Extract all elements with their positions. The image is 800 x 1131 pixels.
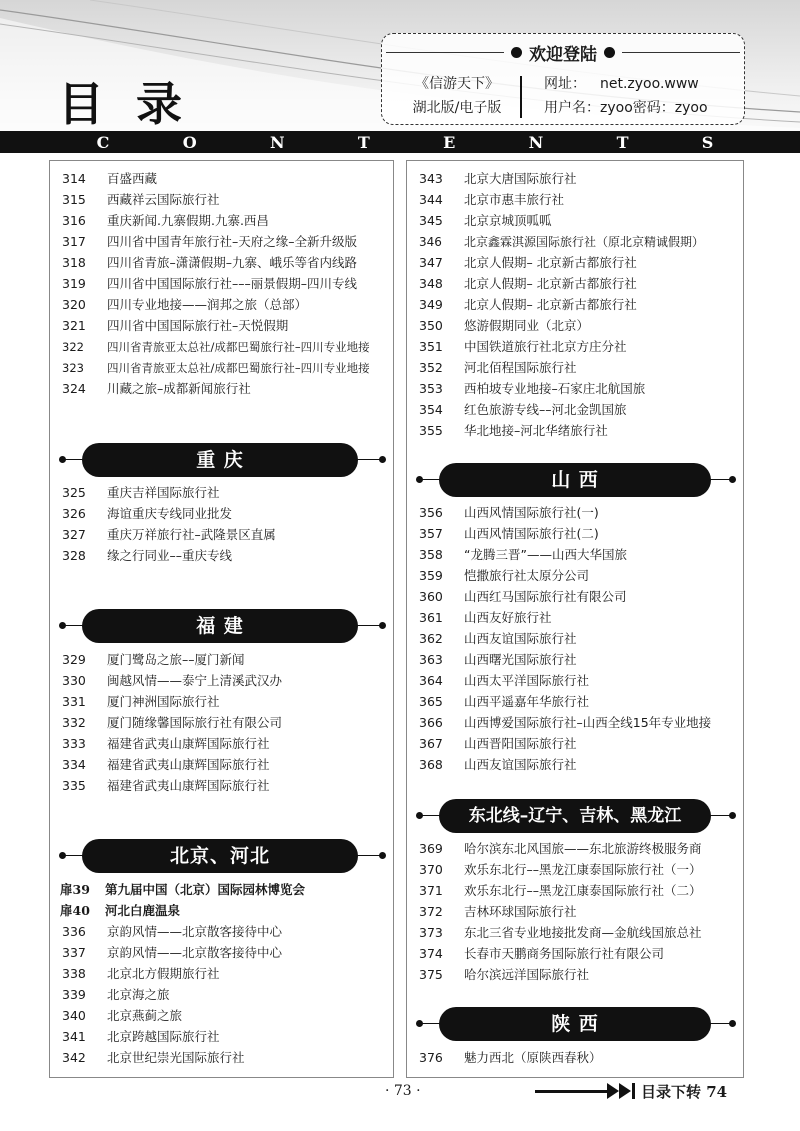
login-title-row (382, 40, 744, 65)
toc-entry[interactable]: 327 重庆万祥旅行社–武隆景区直属 (62, 527, 276, 542)
section-title: 陕 西 (439, 1007, 711, 1041)
toc-column-right (406, 160, 744, 1078)
toc-entry[interactable]: 315 西藏祥云国际旅行社 (62, 192, 220, 207)
toc-entry[interactable]: 363 山西曙光国际旅行社 (419, 652, 577, 667)
page-header (0, 0, 800, 160)
section-banner-fujian (50, 609, 395, 643)
toc-entry[interactable]: 344 北京市惠丰旅行社 (419, 192, 565, 207)
toc-entry[interactable]: 347 北京人假期– 北京新古都旅行社 (419, 255, 637, 270)
bullet-icon (379, 456, 386, 463)
login-credentials (544, 72, 708, 120)
next-page-link[interactable] (535, 1080, 727, 1102)
toc-entry[interactable]: 336 京韵风情——北京散客接待中心 (62, 924, 283, 939)
bullet-icon (379, 622, 386, 629)
contents-letter: S (701, 132, 714, 152)
toc-entry[interactable]: 359 恺撒旅行社太原分公司 (419, 568, 590, 583)
toc-entry[interactable]: 325 重庆吉祥国际旅行社 (62, 485, 220, 500)
toc-entry[interactable]: 375 哈尔滨远洋国际旅行社 (419, 967, 590, 982)
toc-entry[interactable]: 373 东北三省专业地接批发商—金航线国旅总社 (419, 925, 702, 940)
toc-entry[interactable]: 369 哈尔滨东北风国旅——东北旅游终极服务商 (419, 841, 702, 856)
toc-entry[interactable]: 332 厦门随缘馨国际旅行社有限公司 (62, 715, 283, 730)
toc-entry[interactable]: 346 北京鑫霖淇源国际旅行社（原北京精诚假期） (419, 235, 705, 249)
toc-entry[interactable]: 316 重庆新闻.九寨假期.九寨.西昌 (62, 213, 269, 228)
toc-entry[interactable]: 324 川藏之旅–成都新闻旅行社 (62, 381, 251, 396)
arrow-icon (535, 1090, 607, 1093)
toc-entry[interactable]: 314 百盛西藏 (62, 171, 158, 186)
contents-letter: N (528, 132, 544, 152)
toc-entry[interactable]: 320 四川专业地接——润邦之旅（总部） (62, 297, 308, 312)
arrow-bar-icon (632, 1083, 635, 1099)
bullet-icon (729, 476, 736, 483)
toc-entry[interactable]: 326 海谊重庆专线同业批发 (62, 506, 233, 521)
toc-entry[interactable]: 317 四川省中国青年旅行社–天府之缘–全新升级版 (62, 234, 358, 249)
magazine-info (396, 72, 518, 120)
toc-entry[interactable]: 349 北京人假期– 北京新古都旅行社 (419, 297, 637, 312)
login-info-box (381, 33, 745, 125)
toc-entry[interactable]: 354 红色旅游专线––河北金凯国旅 (419, 402, 627, 417)
toc-entry[interactable]: 348 北京人假期– 北京新古都旅行社 (419, 276, 637, 291)
toc-entry[interactable]: 361 山西友好旅行社 (419, 610, 552, 625)
toc-entry[interactable]: 319 四川省中国国际旅行社–––丽景假期–四川专线 (62, 276, 358, 291)
section-banner-chongqing (50, 443, 395, 477)
toc-entry[interactable]: 368 山西友谊国际旅行社 (419, 757, 577, 772)
toc-entry[interactable]: 331 厦门神洲国际旅行社 (62, 694, 220, 709)
login-title: 欢迎登陆 (529, 45, 597, 65)
toc-entry[interactable]: 345 北京京城顶呱呱 (419, 213, 552, 228)
toc-entry[interactable]: 352 河北佰程国际旅行社 (419, 360, 577, 375)
bullet-icon (604, 47, 615, 58)
page-title: 目 录 (58, 77, 191, 131)
toc-entry[interactable]: 338 北京北方假期旅行社 (62, 966, 220, 981)
toc-entry[interactable]: 339 北京海之旅 (62, 987, 170, 1002)
toc-entry[interactable]: 356 山西风情国际旅行社(一) (419, 505, 599, 520)
magazine-edition: 湖北版/电子版 (412, 100, 502, 116)
contents-letter: E (443, 132, 456, 152)
arrow-head-icon (607, 1083, 619, 1099)
toc-entry[interactable]: 330 闽越风情——泰宁上清溪武汉办 (62, 673, 283, 688)
url-label: 网址： (544, 76, 586, 92)
toc-entry[interactable]: 355 华北地接–河北华绪旅行社 (419, 423, 608, 438)
toc-entry-featured[interactable]: 扉39 第九届中国（北京）国际园林博览会 (60, 882, 306, 897)
bullet-icon (729, 1020, 736, 1027)
toc-entry[interactable]: 340 北京燕蓟之旅 (62, 1008, 183, 1023)
toc-entry[interactable]: 374 长春市天鹏商务国际旅行社有限公司 (419, 946, 665, 961)
toc-entry[interactable]: 342 北京世纪崇光国际旅行社 (62, 1050, 245, 1065)
toc-entry[interactable]: 333 福建省武夷山康辉国际旅行社 (62, 736, 270, 751)
section-banner-dongbei (407, 799, 745, 833)
toc-entry[interactable]: 321 四川省中国国际旅行社–天悦假期 (62, 318, 289, 333)
toc-entry[interactable]: 371 欢乐东北行––黑龙江康泰国际旅行社（二） (419, 883, 702, 898)
contents-letter: O (182, 132, 197, 152)
contents-letter: T (357, 132, 370, 152)
bullet-icon (379, 852, 386, 859)
toc-entry[interactable]: 328 缘之行同业––重庆专线 (62, 548, 233, 563)
divider (622, 52, 740, 53)
arrow-head-icon (619, 1083, 631, 1099)
toc-entry[interactable]: 322 四川省青旅亚太总社/成都巴蜀旅行社–四川专业地接 (62, 340, 370, 354)
toc-entry[interactable]: 335 福建省武夷山康辉国际旅行社 (62, 778, 270, 793)
credentials-text: 用户名：zyoo密码：zyoo (544, 100, 708, 116)
section-banner-shaanxi (407, 1007, 745, 1041)
divider (520, 76, 522, 118)
magazine-name: 《信游天下》 (415, 76, 499, 92)
toc-entry[interactable]: 329 厦门鹭岛之旅––厦门新闻 (62, 652, 245, 667)
toc-entry[interactable]: 350 悠游假期同业（北京） (419, 318, 590, 333)
toc-entry[interactable]: 353 西柏坡专业地接–石家庄北航国旅 (419, 381, 646, 396)
divider (386, 52, 504, 53)
toc-entry[interactable]: 351 中国铁道旅行社北京方庄分社 (419, 339, 627, 354)
section-title: 重 庆 (82, 443, 358, 477)
bullet-icon (511, 47, 522, 58)
section-title: 东北线–辽宁、吉林、黑龙江 (439, 799, 711, 833)
toc-column-left (49, 160, 394, 1078)
toc-entry[interactable]: 370 欢乐东北行––黑龙江康泰国际旅行社（一） (419, 862, 702, 877)
contents-bar (0, 131, 800, 153)
toc-entry[interactable]: 334 福建省武夷山康辉国际旅行社 (62, 757, 270, 772)
contents-letter: T (616, 132, 629, 152)
toc-entry[interactable]: 365 山西平遥嘉年华旅行社 (419, 694, 590, 709)
toc-entry[interactable]: 366 山西博爱国际旅行社–山西全线15年专业地接 (419, 715, 712, 730)
url-value[interactable]: net.zyoo.www (600, 76, 699, 92)
toc-entry[interactable]: 341 北京跨越国际旅行社 (62, 1029, 220, 1044)
contents-letter: N (269, 132, 285, 152)
toc-entry[interactable]: 376 魅力西北（原陕西春秋） (419, 1050, 602, 1065)
section-banner-beijing-hebei (50, 839, 395, 873)
contents-letter: C (96, 132, 110, 152)
toc-entry[interactable]: 323 四川省青旅亚太总社/成都巴蜀旅行社–四川专业地接 (62, 361, 370, 375)
toc-entry[interactable]: 358 “龙腾三晋”——山西大华国旅 (419, 547, 627, 562)
next-page-label: 目录下转 74 (641, 1082, 728, 1101)
toc-entry[interactable]: 337 京韵风情——北京散客接待中心 (62, 945, 283, 960)
page-number: · 73 · (385, 1083, 421, 1099)
bullet-icon (729, 812, 736, 819)
section-title: 福 建 (82, 609, 358, 643)
toc-entry[interactable]: 343 北京大唐国际旅行社 (419, 171, 577, 186)
toc-entry[interactable]: 362 山西友谊国际旅行社 (419, 631, 577, 646)
toc-entry[interactable]: 364 山西太平洋国际旅行社 (419, 673, 590, 688)
toc-entry[interactable]: 372 吉林环球国际旅行社 (419, 904, 577, 919)
toc-entry[interactable]: 357 山西风情国际旅行社(二) (419, 526, 599, 541)
section-banner-shanxi (407, 463, 745, 497)
toc-entry-featured[interactable]: 扉40 河北白鹿温泉 (60, 903, 181, 918)
toc-entry[interactable]: 318 四川省青旅–潇潇假期–九寨、峨乐等省内线路 (62, 255, 358, 270)
section-title: 北京、河北 (82, 839, 358, 873)
toc-entry[interactable]: 360 山西红马国际旅行社有限公司 (419, 589, 627, 604)
section-title: 山 西 (439, 463, 711, 497)
toc-entry[interactable]: 367 山西晋阳国际旅行社 (419, 736, 577, 751)
